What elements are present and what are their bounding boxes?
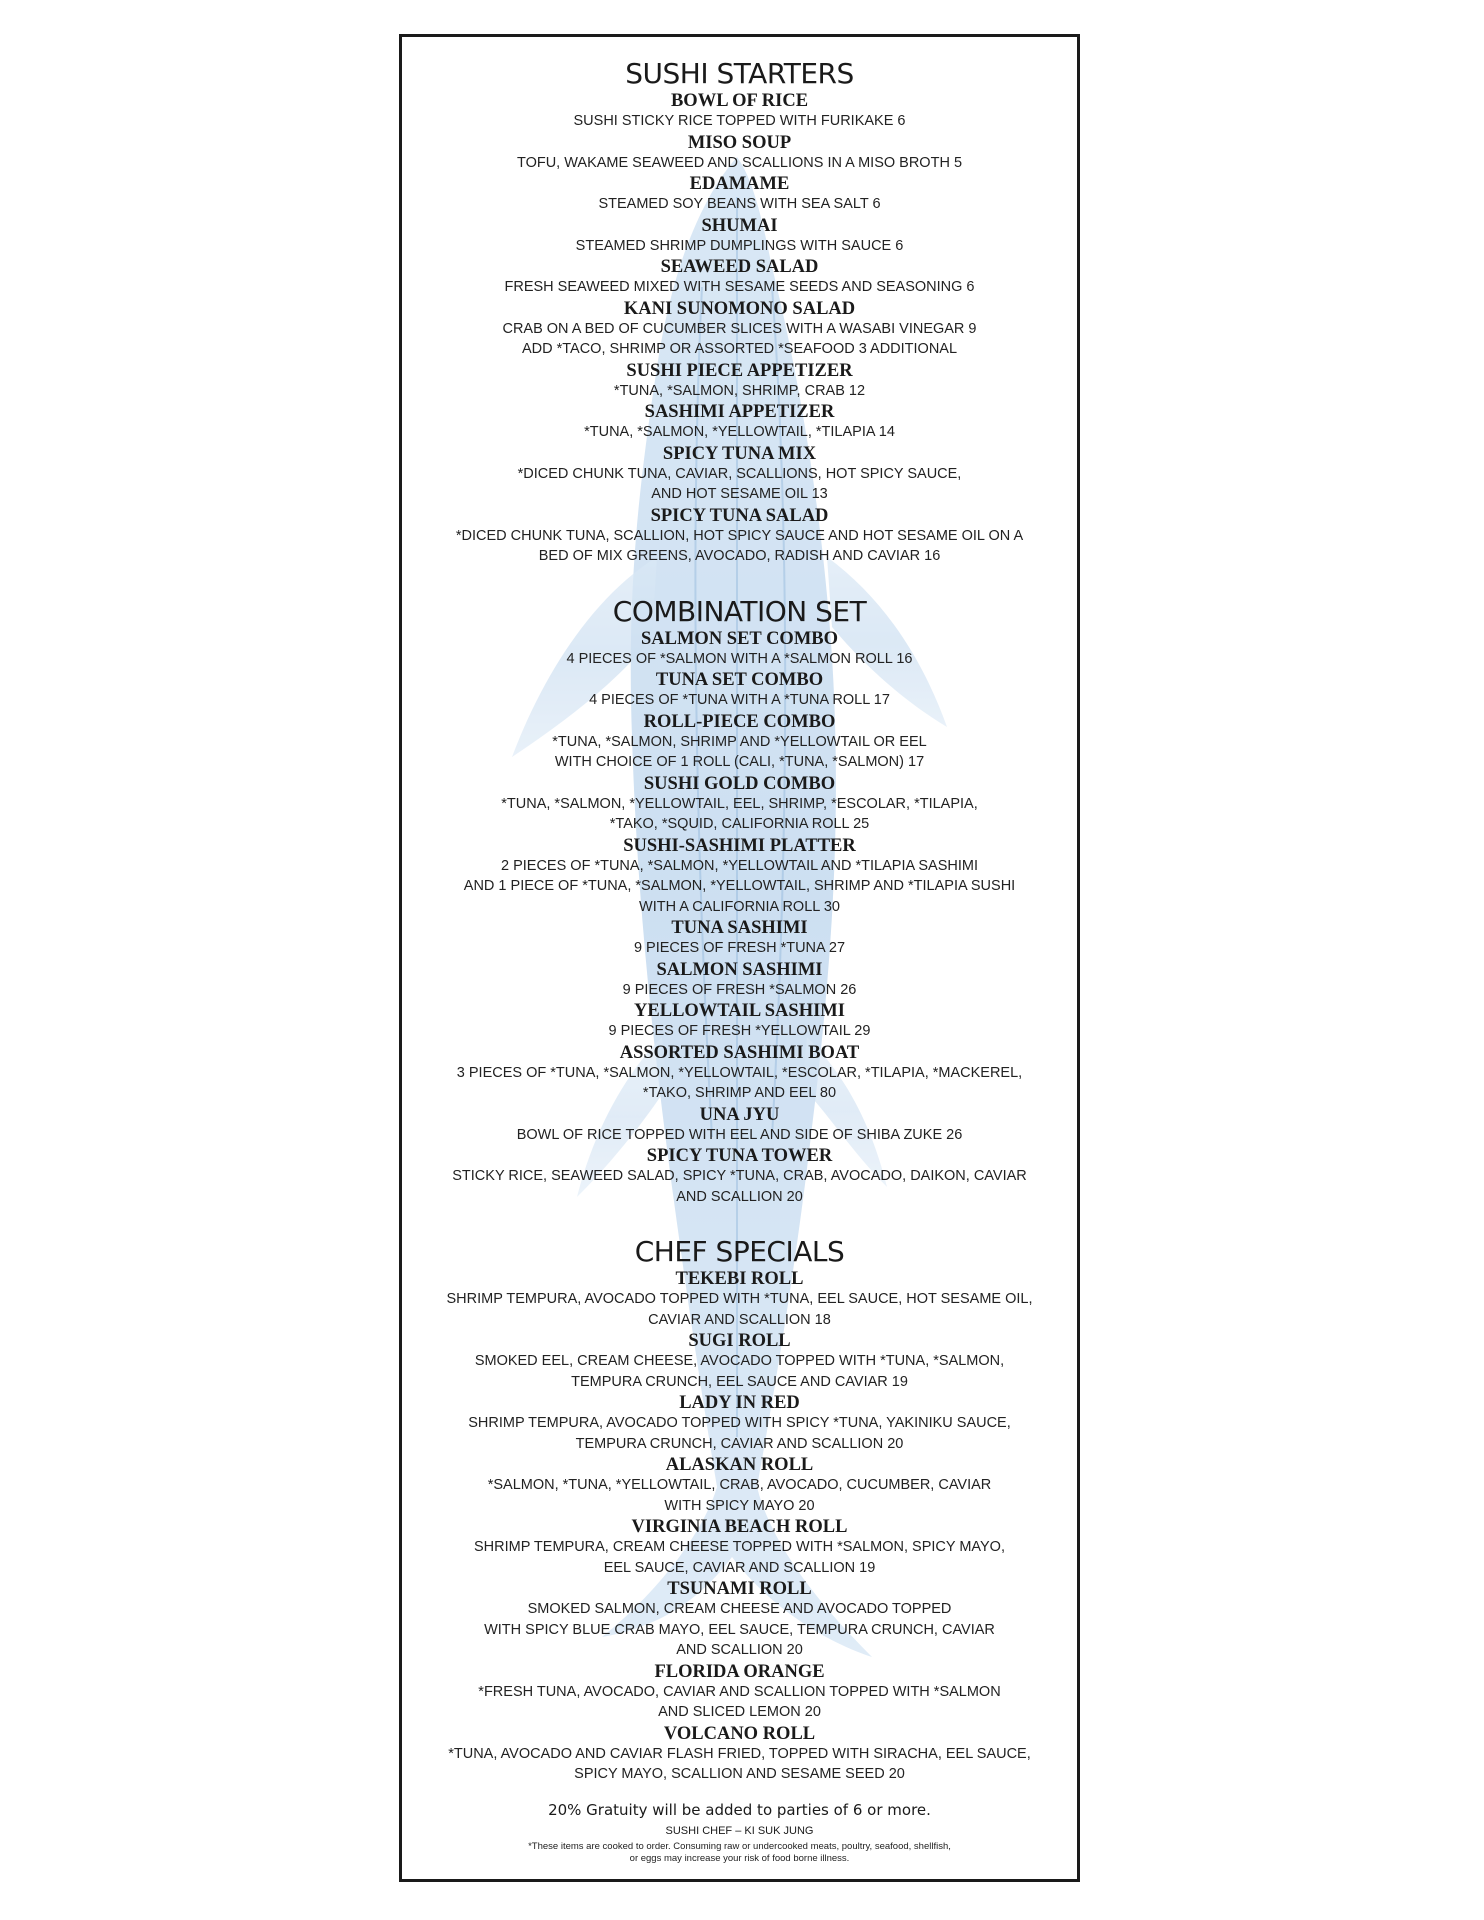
menu-item-description: STICKY RICE, SEAWEED SALAD, SPICY *TUNA, CRAB, AVOCADO, DAIKON, CAVIAR AND SCALLION 20 <box>452 1168 1027 1205</box>
menu-frame <box>399 34 1080 1882</box>
menu-item <box>408 670 1071 711</box>
section-title: SUSHI STARTERS <box>625 57 854 90</box>
menu-item-description: *TUNA, *SALMON, *YELLOWTAIL, EEL, SHRIMP, *ESCOLAR, *TILAPIA, *TAKO, *SQUID, CALIFORNIA ROLL 25 <box>501 795 978 832</box>
menu-item-description: STEAMED SOY BEANS WITH SEA SALT 6 <box>598 196 881 212</box>
menu-item-description: TOFU, WAKAME SEAWEED AND SCALLIONS IN A MISO BROTH 5 <box>516 154 963 171</box>
menu-item-description: 9 PIECES OF FRESH *SALMON 26 <box>622 981 857 998</box>
menu-item-name: BOWL OF RICE <box>670 91 809 111</box>
menu-item-name: FLORIDA ORANGE <box>654 1661 825 1682</box>
menu-item-description: *TUNA, *SALMON, SHRIMP AND *YELLOWTAIL OR EEL WITH CHOICE OF 1 ROLL (CALI, *TUNA, *SALMON) 17 <box>552 733 927 770</box>
menu-item-description: SMOKED SALMON, CREAM CHEESE AND AVOCADO TOPPED WITH SPICY BLUE CRAB MAYO, EEL SAUCE, TEMPURA CRUNCH, CAVIAR AND SCALLION 20 <box>484 1601 995 1658</box>
menu-item-name: TEKEBI ROLL <box>675 1269 804 1289</box>
menu-item-name: SPICY TUNA MIX <box>662 443 817 464</box>
section-title: COMBINATION SET <box>612 594 867 628</box>
menu-section <box>408 1235 1071 1785</box>
menu-item-name: SPICY TUNA TOWER <box>646 1146 833 1166</box>
menu-item-name: SEAWEED SALAD <box>660 257 819 277</box>
menu-item-name: SALMON SASHIMI <box>656 959 823 980</box>
menu-item-name: KANI SUNOMONO SALAD <box>623 298 856 319</box>
menu-item-description: *FRESH TUNA, AVOCADO, CAVIAR AND SCALLION TOPPED WITH *SALMON AND SLICED LEMON 20 <box>478 1683 1001 1720</box>
menu-item-name: SUSHI PIECE APPETIZER <box>626 360 853 381</box>
menu-item <box>408 91 1071 132</box>
menu-item-description: *DICED CHUNK TUNA, CAVIAR, SCALLIONS, HOT SPICY SAUCE, AND HOT SESAME OIL 13 <box>517 465 962 502</box>
menu-item-name: SUSHI GOLD COMBO <box>643 773 836 794</box>
menu-item-description: SUSHI STICKY RICE TOPPED WITH FURIKAKE 6 <box>573 113 906 129</box>
menu-item-name: SUSHI-SASHIMI PLATTER <box>623 835 856 856</box>
menu-item-name: SPICY TUNA SALAD <box>650 505 829 526</box>
menu-content <box>402 37 1077 1785</box>
menu-item-description: *SALMON, *TUNA, *YELLOWTAIL, CRAB, AVOCADO, CUCUMBER, CAVIAR WITH SPICY MAYO 20 <box>487 1477 992 1514</box>
menu-item <box>408 1105 1071 1146</box>
menu-item <box>408 1043 1071 1104</box>
menu-item-name: TUNA SASHIMI <box>671 918 808 938</box>
menu-item <box>408 1331 1071 1392</box>
food-safety-disclaimer: *These items are cooked to order. Consuming raw or undercooked meats, poultry, seafood, shellfish, or eggs may increase your risk of food borne illness. <box>528 1841 951 1864</box>
sushi-chef-credit: SUSHI CHEF – KI SUK JUNG <box>665 1825 814 1837</box>
menu-item-description: CRAB ON A BED OF CUCUMBER SLICES WITH A WASABI VINEGAR 9 ADD *TACO, SHRIMP OR ASSORTED *SEAFOOD 3 ADDITIONAL <box>502 320 977 357</box>
menu-item-description: SHRIMP TEMPURA, AVOCADO TOPPED WITH *TUNA, EEL SAUCE, HOT SESAME OIL, CAVIAR AND SCALLION 18 <box>446 1291 1033 1328</box>
menu-item <box>408 1455 1071 1516</box>
menu-item-name: UNA JYU <box>699 1104 780 1125</box>
menu-item <box>408 1269 1071 1330</box>
menu-section <box>408 57 1071 567</box>
menu-item <box>408 918 1071 959</box>
menu-item <box>408 444 1071 505</box>
menu-item <box>408 257 1071 298</box>
menu-item <box>408 629 1071 670</box>
menu-footer <box>402 1800 1077 1865</box>
menu-item-description: 2 PIECES OF *TUNA, *SALMON, *YELLOWTAIL AND *TILAPIA SASHIMI AND 1 PIECE OF *TUNA, *SALMON, *YELLOWTAIL, SHRIMP AND *TILAPIA SUSHI WITH A CALIFORNIA ROLL 30 <box>463 857 1016 915</box>
menu-item-name: ALASKAN ROLL <box>665 1455 814 1475</box>
menu-item-description: *TUNA, *SALMON, SHRIMP, CRAB 12 <box>613 382 866 399</box>
menu-item <box>408 1393 1071 1454</box>
gratuity-note: 20% Gratuity will be added to parties of 6 or more. <box>548 1801 931 1819</box>
menu-item <box>408 712 1071 773</box>
menu-item <box>408 1724 1071 1785</box>
menu-item-name: SASHIMI APPETIZER <box>644 402 835 422</box>
menu-item-name: TUNA SET COMBO <box>655 670 824 690</box>
menu-item <box>408 216 1071 257</box>
menu-item <box>408 960 1071 1001</box>
menu-item <box>408 174 1071 215</box>
menu-item-name: VIRGINIA BEACH ROLL <box>631 1517 848 1537</box>
menu-item <box>408 1662 1071 1723</box>
menu-item-name: LADY IN RED <box>679 1393 800 1413</box>
menu-item-name: EDAMAME <box>689 174 790 194</box>
menu-item <box>408 1001 1071 1042</box>
menu-item-name: ROLL-PIECE COMBO <box>643 711 836 732</box>
menu-item-description: *TUNA, *SALMON, *YELLOWTAIL, *TILAPIA 14 <box>584 424 895 440</box>
menu-item <box>408 774 1071 835</box>
menu-item-description: SHRIMP TEMPURA, CREAM CHEESE TOPPED WITH *SALMON, SPICY MAYO, EEL SAUCE, CAVIAR AND SCALLION 19 <box>474 1539 1005 1576</box>
menu-item-description: 9 PIECES OF FRESH *TUNA 27 <box>633 940 846 956</box>
menu-item-description: BOWL OF RICE TOPPED WITH EEL AND SIDE OF SHIBA ZUKE 26 <box>516 1126 963 1143</box>
menu-item <box>408 133 1071 174</box>
menu-item-name: ASSORTED SASHIMI BOAT <box>619 1042 860 1063</box>
menu-item-description: *DICED CHUNK TUNA, SCALLION, HOT SPICY SAUCE AND HOT SESAME OIL ON A BED OF MIX GREENS, AVOCADO, RADISH AND CAVIAR 16 <box>455 527 1024 564</box>
menu-item-name: SALMON SET COMBO <box>640 628 839 649</box>
menu-item <box>408 836 1071 918</box>
menu-item-name: MISO SOUP <box>687 132 792 153</box>
menu-item <box>408 1517 1071 1578</box>
menu-section <box>408 595 1071 1208</box>
section-title: CHEF SPECIALS <box>634 1235 845 1268</box>
menu-item-description: SMOKED EEL, CREAM CHEESE, AVOCADO TOPPED WITH *TUNA, *SALMON, TEMPURA CRUNCH, EEL SAUCE AND CAVIAR 19 <box>474 1353 1005 1390</box>
menu-item-description: STEAMED SHRIMP DUMPLINGS WITH SAUCE 6 <box>575 237 904 254</box>
menu-item <box>408 402 1071 443</box>
menu-item <box>408 1579 1071 1661</box>
menu-item <box>408 1146 1071 1207</box>
menu-item <box>408 361 1071 402</box>
menu-item-description: 4 PIECES OF *TUNA WITH A *TUNA ROLL 17 <box>589 692 890 708</box>
menu-item-name: VOLCANO ROLL <box>663 1723 816 1744</box>
menu-item <box>408 299 1071 360</box>
menu-item-name: SHUMAI <box>701 215 778 236</box>
menu-item-description: 4 PIECES OF *SALMON WITH A *SALMON ROLL 16 <box>566 650 913 667</box>
menu-item-description: 9 PIECES OF FRESH *YELLOWTAIL 29 <box>608 1023 871 1039</box>
menu-item <box>408 506 1071 567</box>
menu-item-description: *TUNA, AVOCADO AND CAVIAR FLASH FRIED, TOPPED WITH SIRACHA, EEL SAUCE, SPICY MAYO, SCALLION AND SESAME SEED 20 <box>448 1745 1031 1782</box>
menu-item-name: YELLOWTAIL SASHIMI <box>634 1001 845 1021</box>
menu-item-description: 3 PIECES OF *TUNA, *SALMON, *YELLOWTAIL, *ESCOLAR, *TILAPIA, *MACKEREL, *TAKO, SHRIMP AND EEL 80 <box>456 1064 1023 1101</box>
menu-item-name: TSUNAMI ROLL <box>667 1579 812 1599</box>
menu-item-description: SHRIMP TEMPURA, AVOCADO TOPPED WITH SPICY *TUNA, YAKINIKU SAUCE, TEMPURA CRUNCH, CAVIAR AND SCALLION 20 <box>468 1415 1011 1452</box>
menu-item-description: FRESH SEAWEED MIXED WITH SESAME SEEDS AND SEASONING 6 <box>504 279 975 295</box>
menu-item-name: SUGI ROLL <box>688 1331 791 1351</box>
